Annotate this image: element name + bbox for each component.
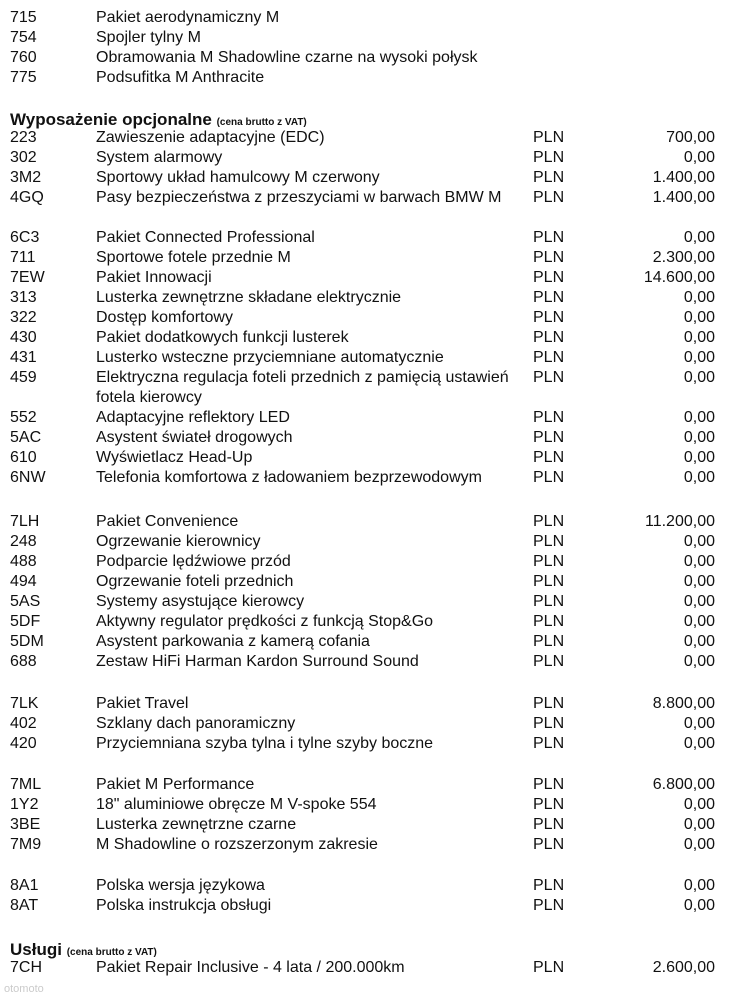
price: 0,00	[683, 409, 715, 426]
currency: PLN	[533, 349, 565, 366]
currency: PLN	[533, 593, 565, 610]
option-code: 1Y2	[10, 796, 39, 813]
price: 0,00	[683, 553, 715, 570]
table-row	[0, 188, 748, 228]
currency: PLN	[533, 429, 565, 446]
option-code: 431	[10, 349, 37, 366]
price: 2.600,00	[652, 959, 715, 976]
price: 0,00	[683, 309, 715, 326]
list-item	[0, 68, 748, 88]
option-description: Ogrzewanie kierownicy	[96, 533, 261, 550]
services-list	[0, 958, 748, 978]
currency: PLN	[533, 469, 565, 486]
price: 1.400,00	[652, 169, 715, 186]
list-item	[0, 8, 748, 28]
currency: PLN	[533, 189, 565, 206]
option-code: 5DF	[10, 613, 41, 630]
price: 0,00	[683, 593, 715, 610]
table-row	[0, 468, 748, 488]
item-description: Spojler tylny M	[96, 29, 201, 46]
currency: PLN	[533, 695, 565, 712]
currency: PLN	[533, 533, 565, 550]
option-code: 322	[10, 309, 37, 326]
price: 0,00	[683, 533, 715, 550]
option-code: 7EW	[10, 269, 45, 286]
table-row	[0, 532, 748, 552]
option-description: Asystent parkowania z kamerą cofania	[96, 633, 370, 650]
currency: PLN	[533, 796, 565, 813]
option-code: 402	[10, 715, 37, 732]
price: 0,00	[683, 229, 715, 246]
table-row	[0, 815, 748, 835]
table-row	[0, 348, 748, 368]
price: 0,00	[683, 149, 715, 166]
item-description: Pakiet aerodynamiczny M	[96, 9, 280, 26]
option-description: Lusterka zewnętrzne składane elektrycznie	[96, 289, 402, 306]
price: 0,00	[683, 897, 715, 914]
item-code: 754	[10, 29, 37, 46]
option-description: Elektryczna regulacja foteli przednich z pamięcią ustawień fotela kierowcy	[96, 369, 509, 406]
price: 0,00	[683, 796, 715, 813]
price: 0,00	[683, 735, 715, 752]
item-code: 715	[10, 9, 37, 26]
option-description: Pakiet Travel	[96, 695, 189, 712]
option-description: Pakiet Convenience	[96, 513, 239, 530]
option-description: Adaptacyjne reflektory LED	[96, 409, 290, 426]
currency: PLN	[533, 269, 565, 286]
price: 0,00	[683, 349, 715, 366]
optional-equipment-heading	[10, 110, 307, 130]
option-code: 7ML	[10, 776, 42, 793]
currency: PLN	[533, 653, 565, 670]
option-description: Podparcie lędźwiowe przód	[96, 553, 291, 570]
currency: PLN	[533, 735, 565, 752]
option-code: 3BE	[10, 816, 41, 833]
option-code: 302	[10, 149, 37, 166]
price: 14.600,00	[643, 269, 715, 286]
price: 11.200,00	[645, 513, 715, 530]
option-code: 5AC	[10, 429, 42, 446]
currency: PLN	[533, 249, 565, 266]
section-title: Usługi	[10, 940, 62, 959]
price: 0,00	[683, 613, 715, 630]
price: 0,00	[683, 573, 715, 590]
currency: PLN	[533, 129, 565, 146]
price: 700,00	[666, 129, 715, 146]
option-code: 610	[10, 449, 37, 466]
option-description: Telefonia komfortowa z ładowaniem bezprzewodowym	[96, 469, 482, 486]
table-row	[0, 694, 748, 714]
price: 0,00	[683, 816, 715, 833]
price: 0,00	[683, 836, 715, 853]
currency: PLN	[533, 897, 565, 914]
table-row	[0, 714, 748, 734]
table-row	[0, 592, 748, 612]
section-note: (cena brutto z VAT)	[216, 117, 307, 128]
price: 0,00	[683, 449, 715, 466]
option-code: 4GQ	[10, 189, 44, 206]
price: 6.800,00	[652, 776, 715, 793]
service-code: 7CH	[10, 959, 43, 976]
price: 0,00	[683, 633, 715, 650]
table-row	[0, 632, 748, 652]
item-code: 760	[10, 49, 37, 66]
item-code: 775	[10, 69, 37, 86]
option-description: Polska instrukcja obsługi	[96, 897, 272, 914]
standard-equipment-list	[0, 8, 748, 88]
table-row	[0, 512, 748, 532]
currency: PLN	[533, 877, 565, 894]
option-description: Wyświetlacz Head-Up	[96, 449, 253, 466]
currency: PLN	[533, 229, 565, 246]
option-code: 223	[10, 129, 37, 146]
option-description: 18" aluminiowe obręcze M V-spoke 554	[96, 796, 377, 813]
table-row	[0, 958, 748, 978]
option-description: Zawieszenie adaptacyjne (EDC)	[96, 129, 325, 146]
price: 1.400,00	[652, 189, 715, 206]
currency: PLN	[533, 715, 565, 732]
price: 0,00	[683, 877, 715, 894]
item-description: Obramowania M Shadowline czarne na wysoki połysk	[96, 49, 478, 66]
currency: PLN	[533, 553, 565, 570]
option-code: 488	[10, 553, 37, 570]
option-description: Asystent świateł drogowych	[96, 429, 293, 446]
table-row	[0, 268, 748, 288]
currency: PLN	[533, 449, 565, 466]
price: 0,00	[683, 715, 715, 732]
option-code: 8A1	[10, 877, 39, 894]
currency: PLN	[533, 633, 565, 650]
option-code: 459	[10, 369, 37, 386]
table-row	[0, 448, 748, 468]
table-row	[0, 128, 748, 148]
option-description: Zestaw HiFi Harman Kardon Surround Sound	[96, 653, 419, 670]
list-item	[0, 48, 748, 68]
table-row	[0, 552, 748, 572]
section-title: Wyposażenie opcjonalne	[10, 110, 212, 129]
item-description: Podsufitka M Anthracite	[96, 69, 265, 86]
currency: PLN	[533, 836, 565, 853]
optional-group-convenience	[0, 512, 748, 672]
option-code: 711	[10, 249, 36, 266]
table-row	[0, 428, 748, 448]
table-row	[0, 168, 748, 188]
option-description: System alarmowy	[96, 149, 223, 166]
option-code: 5DM	[10, 633, 44, 650]
service-description: Pakiet Repair Inclusive - 4 lata / 200.000km	[96, 959, 405, 976]
section-note: (cena brutto z VAT)	[66, 947, 157, 958]
price: 2.300,00	[652, 249, 715, 266]
currency: PLN	[533, 309, 565, 326]
table-row	[0, 288, 748, 308]
option-description: Lusterka zewnętrzne czarne	[96, 816, 297, 833]
option-description: Systemy asystujące kierowcy	[96, 593, 305, 610]
option-code: 5AS	[10, 593, 41, 610]
currency: PLN	[533, 613, 565, 630]
option-description: Dostęp komfortowy	[96, 309, 233, 326]
optional-group-travel	[0, 694, 748, 754]
table-row	[0, 652, 748, 672]
watermark: otomoto	[4, 983, 44, 995]
option-code: 6NW	[10, 469, 46, 486]
option-description: Polska wersja językowa	[96, 877, 265, 894]
option-code: 7LK	[10, 695, 39, 712]
price: 0,00	[683, 429, 715, 446]
currency: PLN	[533, 959, 565, 976]
option-description: M Shadowline o rozszerzonym zakresie	[96, 836, 378, 853]
option-code: 552	[10, 409, 37, 426]
price: 0,00	[683, 469, 715, 486]
option-description: Pakiet Innowacji	[96, 269, 212, 286]
currency: PLN	[533, 369, 565, 386]
option-code: 7LH	[10, 513, 40, 530]
option-code: 3M2	[10, 169, 42, 186]
optional-group-1	[0, 128, 748, 488]
option-description: Pasy bezpieczeństwa z przeszyciami w barwach BMW M	[96, 189, 502, 206]
currency: PLN	[533, 409, 565, 426]
option-description: Szklany dach panoramiczny	[96, 715, 296, 732]
currency: PLN	[533, 816, 565, 833]
list-item	[0, 28, 748, 48]
table-row	[0, 248, 748, 268]
price: 0,00	[683, 369, 715, 386]
optional-group-m-performance	[0, 775, 748, 855]
currency: PLN	[533, 513, 565, 530]
option-description: Ogrzewanie foteli przednich	[96, 573, 294, 590]
option-code: 430	[10, 329, 37, 346]
table-row	[0, 572, 748, 592]
option-description: Lusterko wsteczne przyciemniane automatycznie	[96, 349, 444, 366]
table-row	[0, 896, 748, 916]
price: 0,00	[683, 289, 715, 306]
table-row	[0, 148, 748, 168]
table-row	[0, 228, 748, 248]
option-description: Aktywny regulator prędkości z funkcją Stop&Go	[96, 613, 434, 630]
currency: PLN	[533, 149, 565, 166]
option-description: Sportowy układ hamulcowy M czerwony	[96, 169, 380, 186]
table-row	[0, 408, 748, 428]
table-row	[0, 734, 748, 754]
currency: PLN	[533, 776, 565, 793]
option-code: 313	[10, 289, 37, 306]
option-code: 8AT	[10, 897, 39, 914]
table-row	[0, 308, 748, 328]
currency: PLN	[533, 573, 565, 590]
table-row	[0, 328, 748, 348]
option-code: 7M9	[10, 836, 42, 853]
table-row	[0, 876, 748, 896]
option-description: Sportowe fotele przednie M	[96, 249, 291, 266]
services-heading	[10, 940, 157, 960]
table-row	[0, 775, 748, 795]
price: 0,00	[683, 329, 715, 346]
price: 0,00	[683, 653, 715, 670]
currency: PLN	[533, 329, 565, 346]
option-description: Przyciemniana szyba tylna i tylne szyby boczne	[96, 735, 434, 752]
table-row	[0, 612, 748, 632]
option-code: 248	[10, 533, 37, 550]
option-code: 494	[10, 573, 37, 590]
table-row	[0, 368, 748, 408]
option-description: Pakiet M Performance	[96, 776, 255, 793]
option-code: 420	[10, 735, 37, 752]
currency: PLN	[533, 169, 565, 186]
option-code: 688	[10, 653, 37, 670]
option-description: Pakiet Connected Professional	[96, 229, 315, 246]
price: 8.800,00	[652, 695, 715, 712]
optional-group-language	[0, 876, 748, 916]
table-row	[0, 835, 748, 855]
option-description: Pakiet dodatkowych funkcji lusterek	[96, 329, 349, 346]
table-row	[0, 795, 748, 815]
currency: PLN	[533, 289, 565, 306]
option-code: 6C3	[10, 229, 40, 246]
